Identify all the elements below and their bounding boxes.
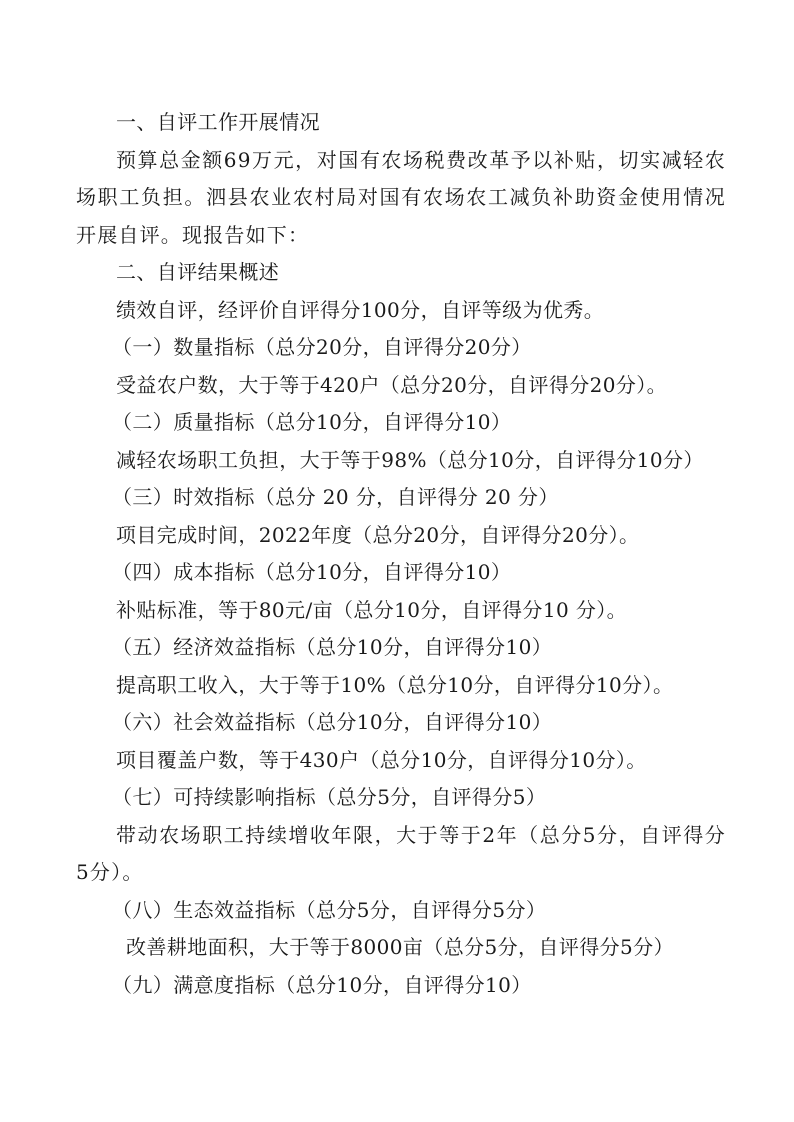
indicator-heading-cost: （四）成本指标（总分10分，自评得分10） bbox=[112, 560, 512, 584]
indicator-heading-timeliness: （三）时效指标（总分 20 分，自评得分 20 分） bbox=[112, 485, 559, 509]
indicator-detail-timeliness: 项目完成时间，2022年度（总分20分，自评得分20分）。 bbox=[116, 522, 640, 547]
indicator-heading-satisfaction: （九）满意度指标（总分10分，自评得分10） bbox=[112, 972, 532, 997]
section-heading-results-summary: 二、自评结果概述 bbox=[116, 260, 280, 284]
document-body bbox=[76, 104, 726, 1004]
indicator-detail-sustainability: 带动农场职工持续增收年限，大于等于2年（总分5分，自评得分5分）。 bbox=[76, 822, 726, 884]
indicator-detail-ecological-benefit: 改善耕地面积，大于等于8000亩（总分5分，自评得分5分） bbox=[126, 935, 674, 959]
indicator-heading-quantity: （一）数量指标（总分20分，自评得分20分） bbox=[112, 335, 532, 359]
indicator-heading-economic-benefit: （五）经济效益指标（总分10分，自评得分10） bbox=[112, 635, 553, 659]
indicator-detail-cost: 补贴标准，等于80元/亩（总分10分，自评得分10 分）。 bbox=[116, 597, 628, 622]
indicator-heading-ecological-benefit: （八）生态效益指标（总分5分，自评得分5分） bbox=[112, 897, 547, 922]
indicator-heading-social-benefit: （六）社会效益指标（总分10分，自评得分10） bbox=[112, 710, 553, 734]
indicator-heading-quality: （二）质量指标（总分10分，自评得分10） bbox=[112, 410, 512, 434]
overall-score-text: 绩效自评，经评价自评得分100分，自评等级为优秀。 bbox=[116, 297, 605, 322]
indicator-heading-sustainability: （七）可持续影响指标（总分5分，自评得分5） bbox=[112, 785, 547, 809]
intro-paragraph: 预算总金额69万元，对国有农场税费改革予以补贴，切实减轻农场职工负担。泗县农业农村局对国有农场农工减负补助资金使用情况开展自评。现报告如下： bbox=[76, 147, 726, 247]
indicator-detail-economic-benefit: 提高职工收入，大于等于10%（总分10分，自评得分10分）。 bbox=[116, 672, 674, 697]
indicator-detail-quantity: 受益农户数，大于等于420户（总分20分，自评得分20分）。 bbox=[116, 372, 668, 397]
indicator-detail-social-benefit: 项目覆盖户数，等于430户（总分10分，自评得分10分）。 bbox=[116, 747, 647, 772]
section-heading-self-evaluation: 一、自评工作开展情况 bbox=[116, 110, 320, 134]
indicator-detail-quality: 减轻农场职工负担，大于等于98%（总分10分，自评得分10分） bbox=[116, 447, 704, 472]
